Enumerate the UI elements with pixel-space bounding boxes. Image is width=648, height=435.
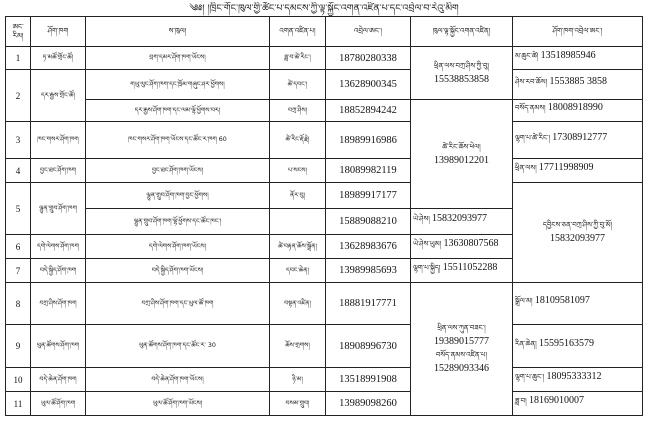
person-cell: ཉི་མ། [270,368,326,392]
area-cell: བདེ་ཆེན་ཤོག་ཁག་ཡོངས། [86,368,270,392]
contact-cell [513,100,643,122]
row-number: 9 [6,325,31,368]
contact-cell [411,235,513,259]
row-number: 2 [6,70,31,122]
area-cell: ཁང་གསར་ཤོག་ཁག་ཡོངས་དང་ཚོང་ར་ཁག 60 [86,122,270,159]
contact-cell [513,368,643,392]
leader-cell [513,183,643,283]
contact-cell [513,70,643,100]
area-cell: བྲག་དམར་ཤོག་ཁག་ཡོངས། [86,47,270,70]
person-cell: བཀྲ་ཤིས། [270,100,326,122]
contact-name: ཤེས་རབ་ཆོས། [515,78,548,86]
unit-cell: ཁང་གསར་ཤོག་ཁག [31,122,86,159]
table-row [6,159,643,183]
unit-cell: དར་རྒྱས་གྲོང་ཚོ། [31,70,86,122]
phone-cell: 18881917771 [326,283,411,325]
contact-phone: 15511052288 [442,262,498,273]
contact-phone: 13630807568 [443,238,499,249]
area-cell: ལྷུན་གྲུབ་ཤོག་ཁག་ལྷོ་ཕྱོགས་དང་ཚོང་ཁང་། [86,209,270,235]
unit-cell: བྱང་ཐང་ཤོག་ཁག [31,159,86,183]
unit-cell: ཏ་མཚོ་གྲོང་ཚོ། [31,47,86,70]
contact-phone: 13518985946 [540,49,596,61]
contact-cell [411,209,513,235]
header-phone: འབྲེལ་ཨང་། [326,17,411,47]
row-number: 11 [6,392,31,416]
phone-cell: 18989916986 [326,122,411,159]
table-row [6,283,643,325]
contact-name: མ་ཆུང་ཚེ། [515,51,539,60]
table-row [6,122,643,159]
leader-phone: 19389015777 [434,336,489,347]
phone-cell: 13518991908 [326,368,411,392]
contact-cell [513,325,643,368]
phone-cell: 18780280338 [326,47,411,70]
leader-name: ཕྲིན་ལས་ཀུན་བཟང་། [437,324,486,332]
document-title: ༄༅། །ཁྲིང་གོང་ཁུལ་གྱི་ཚོང་པ་དམངས་ཀྱི་ལྟ་སྐྱོང་འགན་འཛིན་པ་དང་འབྲེལ་བ་རེའུ་མིག [189,3,459,14]
row-number: 6 [6,235,31,259]
person-cell: ཚེ་རིང་རྡོ་རྗེ། [270,122,326,159]
unit-cell: དགེ་ལེགས་ཤོག་ཁག [31,235,86,259]
unit-cell: ཡུལ་ཚོ་ཤོག་ཁག [31,392,86,416]
contact-phone: 15832093977 [432,213,487,224]
contact-name: ལྷག་པ་ཆུང་། [515,373,545,381]
header-no: ཨང་རིམ། [6,17,31,47]
person-cell: པ་སངས། [270,159,326,183]
contact-name: ཡེ་ཤེས། [413,215,430,223]
leader-name: དབྱིངས་ཅན་བཀྲ་ཤིས་ཀྱི་བུ་མོ། [542,221,613,229]
person-cell: ཆོས་གྲགས། [270,325,326,368]
leader-phone: 13989012201 [434,154,489,166]
contact-name: ལྷག་པ་ཚེ་རིང་། [515,133,551,142]
contact-phone: 15595163579 [538,337,594,349]
area-cell: དགེ་ལེགས་ཤོག་ཁག་ཡོངས། [86,235,270,259]
contact-table [5,16,643,416]
row-number: 5 [6,183,31,235]
phone-cell: 13628900345 [326,70,411,100]
phone-cell: 15889088210 [326,209,411,235]
person-cell: ཚེ་དབང་། [270,70,326,100]
contact-cell [411,259,513,283]
contact-name: ཟླ་བ། [515,397,527,405]
phone-cell: 18908996730 [326,325,411,368]
area-cell: གཡུ་ལུང་ཤོག་ཁག་དང་ཁྲོམ་གཞུང་ཤར་ཕྱོགས། [86,70,270,100]
unit-cell: ཕུན་ཚོགས་ཤོག་ཁག [31,325,86,368]
contact-name: ཡེ་ཤེས་ཡུམ། [413,240,442,248]
contact-phone: 18095333312 [546,371,602,382]
leader-cell [411,47,513,100]
header-area: ས་ཁུལ། [86,17,270,47]
table-row [6,100,643,122]
header-row [6,17,643,47]
leader-name: ཚེ་རིང་ཆོས་ཕེལ། [442,142,481,151]
contact-phone: 18008918990 [547,102,603,113]
phone-cell: 18852894242 [326,100,411,122]
person-cell [270,209,326,235]
phone-cell: 13989098260 [326,392,411,416]
leader-cell [411,100,513,209]
phone-cell: 13628983676 [326,235,411,259]
contact-cell [513,122,643,159]
contact-name: ལྷག་པ་སྐྱིད། [413,264,441,272]
leader-name: ཕྲིན་ལས་བཀྲ་ཤིས་ཀྱི་བུ། [433,61,489,70]
person-cell: ཟླ་བ་ཚེ་རིང་། [270,47,326,70]
area-cell: དར་རྒྱས་ཤོག་ཁག་དང་ལམ་ལྷོ་ཕྱོགས་བར། [86,100,270,122]
table-row [6,183,643,209]
area-cell: བྱང་ཐང་ཤོག་ཁག་ཡོངས། [86,159,270,183]
person-cell: ནོར་བུ། [270,183,326,209]
unit-cell: བདེ་སྐྱིད་ཤོག་ཁག [31,259,86,283]
contact-name: བསོད་ནམས། [515,104,546,112]
row-number: 4 [6,159,31,183]
contact-phone: 17308912777 [552,131,608,143]
contact-name: སྒྲོལ་མ། [515,297,533,305]
header-leader: ཁུལ་ལྟ་སྐྱོང་འགན་འཛིན། [411,17,513,47]
leader-name: བསོད་ནམས་འཛིན་པ། [435,351,488,359]
area-cell: བཀྲ་ཤིས་ཤོག་ཁག་དང་ཡུལ་ཚོ་ཁག [86,283,270,325]
leader-phone: 15538853858 [434,73,489,85]
header-unit: ཤོག་ཁག [31,17,86,47]
contact-cell [513,159,643,183]
table-row [6,392,643,416]
area-cell: ལྷུན་གྲུབ་ཤོག་ཁག་བྱང་ཕྱོགས། [86,183,270,209]
leader-cell [411,283,513,416]
person-cell: བསྟན་འཛིན། [270,283,326,325]
area-cell: བདེ་སྐྱིད་ཤོག་ཁག་ཡོངས། [86,259,270,283]
contact-phone: 17711998909 [538,162,594,173]
phone-cell: 13989985693 [326,259,411,283]
leader-phone: 15832093977 [550,233,605,244]
unit-cell: བཀྲ་ཤིས་ཤོག་ཁག [31,283,86,325]
contact-name: རིན་ཆེན། [515,339,537,348]
table-row [6,47,643,70]
header-contact: ཤོག་ཁག་འབྲེལ་ཨང་། [513,17,643,47]
phone-cell: 18989917177 [326,183,411,209]
row-number: 10 [6,368,31,392]
contact-phone: 1553885 3858 [549,76,607,87]
contact-cell [513,47,643,70]
leader-phone: 15289093346 [434,363,489,374]
unit-cell: ལྷུན་གྲུབ་ཤོག་ཁག [31,183,86,235]
contact-cell [513,283,643,325]
area-cell: ཕུན་ཚོགས་ཤོག་ཁག་དང་ཚོང་ར་ 30 [86,325,270,368]
contact-name: ཕྲིན་ལས། [515,164,537,172]
table-row [6,70,643,100]
area-cell: ཡུལ་ཚོ་ཤོག་ཁག་ཡོངས། [86,392,270,416]
row-number: 7 [6,259,31,283]
contact-phone: 18169010007 [528,395,584,406]
phone-cell: 18089982119 [326,159,411,183]
person-cell: བསམ་གྲུབ། [270,392,326,416]
row-number: 8 [6,283,31,325]
unit-cell: བདེ་ཆེན་ཤོག་ཁག [31,368,86,392]
header-person: འགན་འཛིན་པ། [270,17,326,47]
person-cell: ཚེ་བརྟན་ཆོས་སྒྲོན། [270,235,326,259]
row-number: 1 [6,47,31,70]
person-cell: དབང་ཆེན། [270,259,326,283]
table-row [6,368,643,392]
contact-cell [513,392,643,416]
row-number: 3 [6,122,31,159]
table-row [6,325,643,368]
contact-phone: 18109581097 [534,295,590,306]
